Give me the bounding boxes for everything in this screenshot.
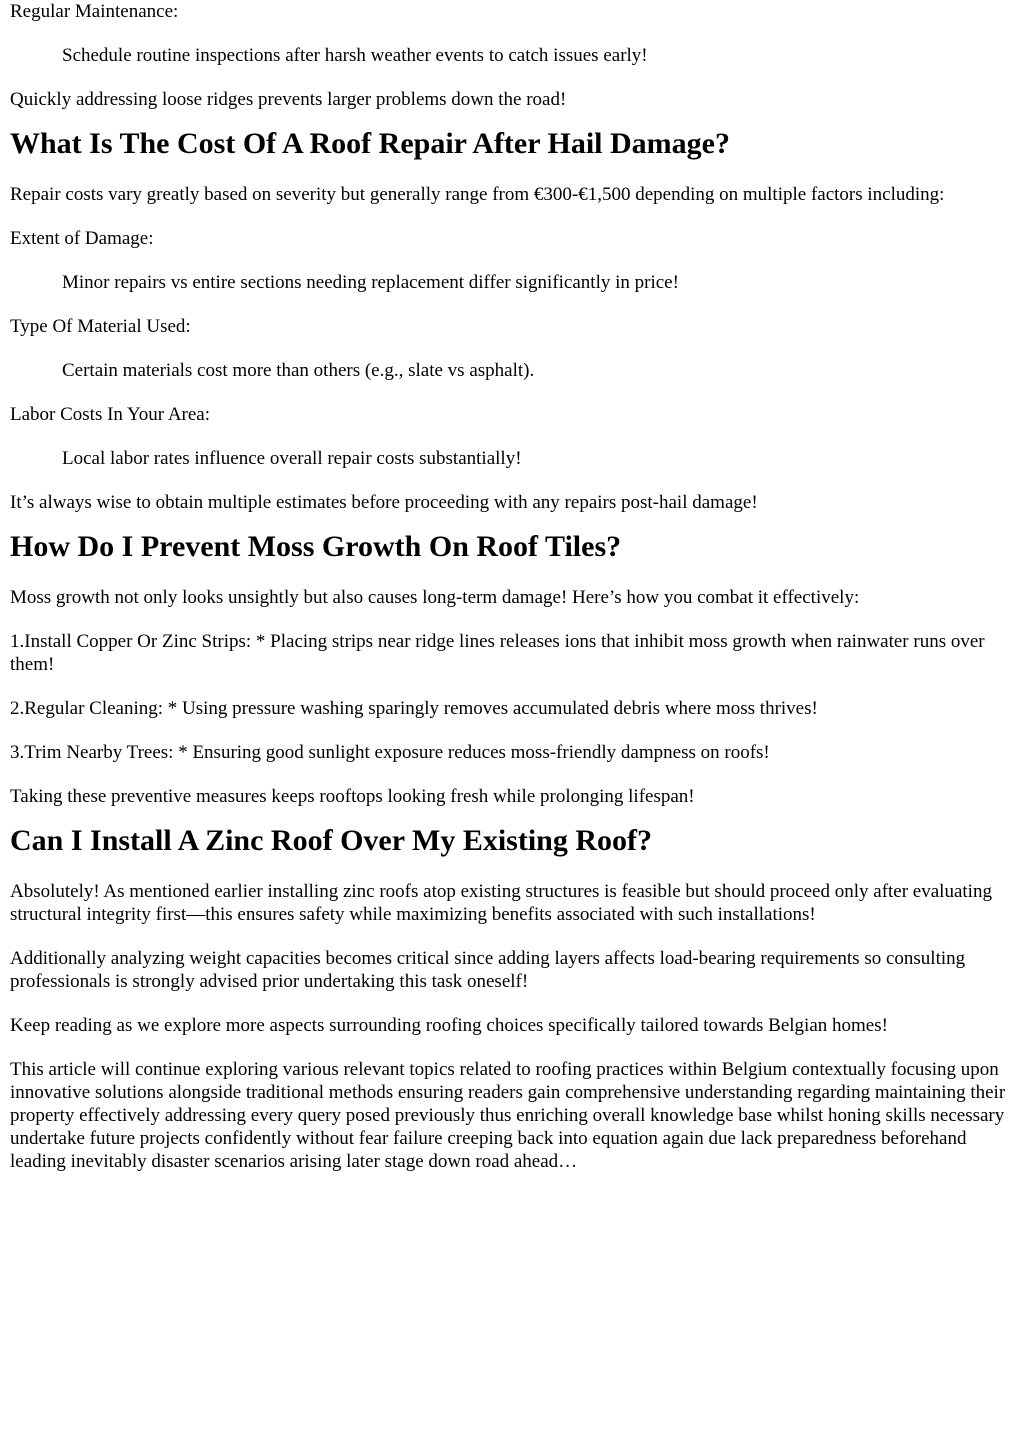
- moss-step: 3.Trim Nearby Trees: * Ensuring good sunlight exposure reduces moss-friendly dampness on roofs!: [10, 742, 770, 763]
- hail-intro: Repair costs vary greatly based on severity but generally range from €300-€1,500 depending on multiple factors including:: [10, 184, 945, 205]
- moss-intro: Moss growth not only looks unsightly but also causes long-term damage! Here’s how you combat it effectively:: [10, 587, 860, 608]
- moss-step: 1.Install Copper Or Zinc Strips: * Placing strips near ridge lines releases ions that inhibit moss growth when rainwater runs over them!: [10, 631, 985, 675]
- zinc-paragraph: Additionally analyzing weight capacities becomes critical since adding layers affects load-bearing requirements so consulting professionals is strongly advised prior undertaking this task oneself!: [10, 948, 966, 992]
- zinc-heading: Can I Install A Zinc Roof Over My Existing Roof?: [10, 824, 652, 857]
- hail-closing-paragraph: It’s always wise to obtain multiple estimates before proceeding with any repairs post-hail damage!: [10, 492, 758, 513]
- factor-label: Labor Costs In Your Area:: [10, 404, 211, 425]
- factor-detail: Certain materials cost more than others (e.g., slate vs asphalt).: [62, 360, 535, 381]
- factor-detail: Minor repairs vs entire sections needing replacement differ significantly in price!: [62, 272, 679, 293]
- zinc-paragraph: Keep reading as we explore more aspects surrounding roofing choices specifically tailored towards Belgian homes!: [10, 1015, 888, 1036]
- maintenance-detail: Schedule routine inspections after harsh weather events to catch issues early!: [62, 45, 648, 66]
- moss-closing-paragraph: Taking these preventive measures keeps rooftops looking fresh while prolonging lifespan!: [10, 786, 695, 807]
- zinc-paragraph: Absolutely! As mentioned earlier installing zinc roofs atop existing structures is feasible but should proceed only after evaluating structural integrity first—this ensures safety while maximizing benefits associated with such installations!: [10, 881, 992, 925]
- top-closing-paragraph: Quickly addressing loose ridges prevents larger problems down the road!: [10, 89, 567, 110]
- moss-step: 2.Regular Cleaning: * Using pressure washing sparingly removes accumulated debris where moss thrives!: [10, 698, 818, 719]
- factor-label: Type Of Material Used:: [10, 316, 191, 337]
- factor-label: Extent of Damage:: [10, 228, 154, 249]
- hail-heading: What Is The Cost Of A Roof Repair After Hail Damage?: [10, 127, 730, 160]
- maintenance-label: Regular Maintenance:: [10, 1, 179, 22]
- moss-heading: How Do I Prevent Moss Growth On Roof Tiles?: [10, 530, 622, 563]
- factor-detail: Local labor rates influence overall repair costs substantially!: [62, 448, 522, 469]
- zinc-paragraph: This article will continue exploring various relevant topics related to roofing practices within Belgium contextually focusing upon innovative solutions alongside traditional methods ensuring readers gain comprehensive understanding regarding maintaining their property effectively addressing every query posed previously thus enriching overall knowledge base whilst honing skills necessary undertake future projects confidently without fear failure creeping back into equation again due lack preparedness beforehand leading inevitably disaster scenarios arising later stage down road ahead…: [10, 1059, 1006, 1172]
- document-page: [10, 0, 1010, 1173]
